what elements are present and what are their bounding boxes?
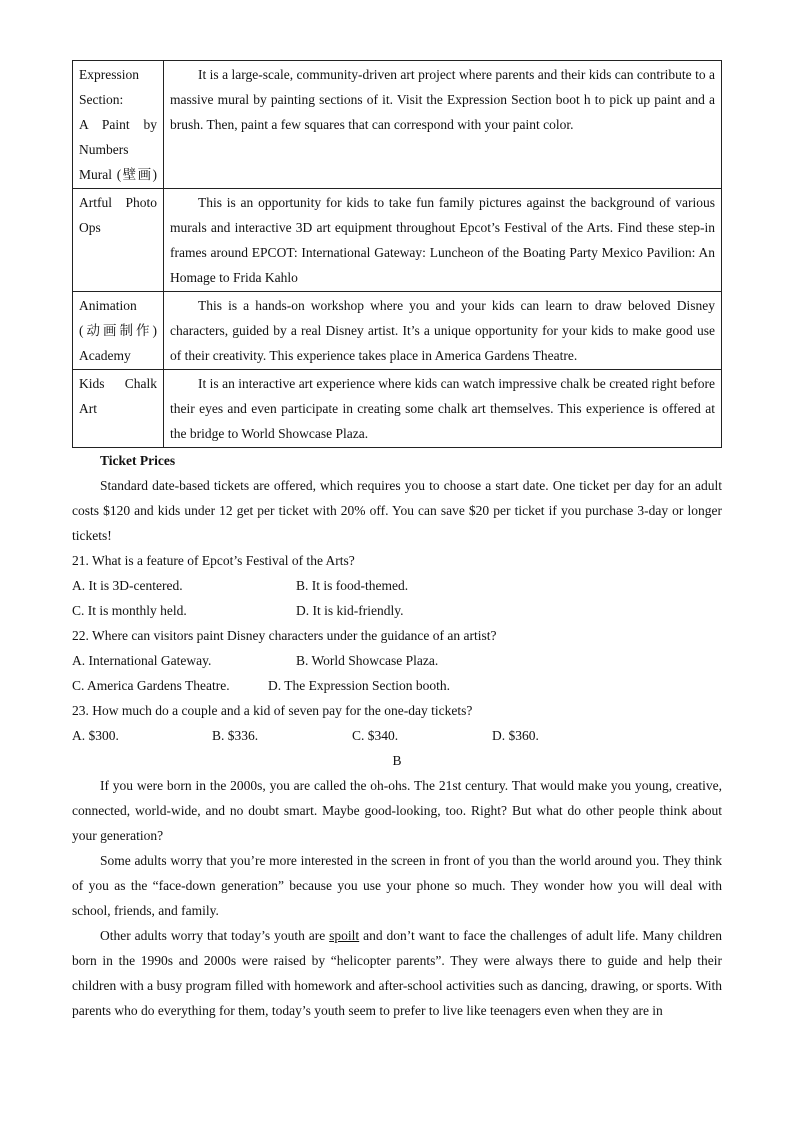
table-row [73,370,722,448]
question-21: 21. What is a feature of Epcot’s Festival of the Arts? [72,553,355,568]
section-b-label: B [392,753,402,768]
option-a: A. It is 3D-centered. [72,578,183,593]
activity-name-line: Artful Photo [79,195,157,210]
passage-text: and don’t want to face the challenges of adult life. Many children born in the 1990s and 2000s were raised by “helicopter parents”. They were always there to guide and help their children with a busy program filled with homework and after-school activities such as dancing, drawing, or sports. With parents who do everything for them, today’s youth seem to prefer to live like teenagers even when they are in [72,928,722,1018]
option-c: C. America Gardens Theatre. [72,678,230,693]
activity-name-cell [73,370,164,448]
options-row [72,723,722,748]
activity-name-line: Academy [79,348,131,363]
activity-name-line: Expression [79,67,139,82]
ticket-prices-text: Standard date-based tickets are offered, which requires you to choose a start date. One ticket per day for an adult costs $120 and kids under 12 get per ticket with 20% off. You can save $20 per ticket if you purchase 3-day or longer tickets! [72,478,722,543]
option-a: A. International Gateway. [72,653,212,668]
passage-paragraph: If you were born in the 2000s, you are called the oh-ohs. The 21st century. That would make you young, creative, connected, world-wide, and no doubt smart. Maybe good-looking, too. Right? But what do other people think about your generation? [72,778,722,843]
activity-name-line: Mural (壁画) [79,167,157,182]
activity-name-cell [73,189,164,292]
underlined-word: spoilt [329,928,360,943]
activity-description: This is an opportunity for kids to take fun family pictures against the background of various murals and interactive 3D art equipment throughout Epcot’s Festival of the Arts. Find these step-in frames around EPCOT: International Gateway: Luncheon of the Boating Party Mexico Pavilion: An Homage to Frida Kahlo [164,189,722,292]
document-page [72,60,722,1023]
activity-name-cell [73,61,164,189]
activity-name-line: Art [79,401,97,416]
activities-table [72,60,722,448]
activity-description: It is an interactive art experience where kids can watch impressive chalk be created right before their eyes and even participate in creating some chalk art themselves. This experience is offered at the bridge to World Showcase Plaza. [164,370,722,448]
option-b: B. World Showcase Plaza. [296,653,439,668]
options-row [72,573,722,598]
table-row [73,61,722,189]
passage-text: Other adults worry that today’s youth are [100,928,330,943]
option-a: A. $300. [72,728,119,743]
option-d: D. $360. [492,728,539,743]
options-row [72,598,722,623]
passage-paragraph: Some adults worry that you’re more interested in the screen in front of you than the world around you. They think of you as the “face-down generation” because you use your phone so much. They wonder how you will deal with school, friends, and family. [72,853,722,918]
activity-name-cell [73,292,164,370]
option-b: B. $336. [212,728,259,743]
options-row [72,648,722,673]
activity-name-line: Animation [79,298,137,313]
table-row [73,292,722,370]
option-b: B. It is food-themed. [296,578,409,593]
activity-name-line: Ops [79,220,101,235]
options-row [72,673,722,698]
activity-name-line: Kids Chalk [79,376,157,391]
passage-paragraph [72,923,722,1023]
option-d: D. It is kid-friendly. [296,603,404,618]
question-23: 23. How much do a couple and a kid of seven pay for the one-day tickets? [72,703,473,718]
activity-description: It is a large-scale, community-driven art project where parents and their kids can contribute to a massive mural by painting sections of it. Visit the Expression Section boot h to pick up paint and a brush. Then, paint a few squares that can correspond with your paint color. [164,61,722,189]
activity-description: This is a hands-on workshop where you and your kids can learn to draw beloved Disney characters, guided by a real Disney artist. It’s a unique opportunity for your kids to make good use of their creativity. This experience takes place in America Gardens Theatre. [164,292,722,370]
activity-name-line: A Paint by [79,117,157,132]
activity-name-line: Numbers [79,142,129,157]
option-d: D. The Expression Section booth. [268,678,450,693]
option-c: C. It is monthly held. [72,603,187,618]
option-c: C. $340. [352,728,399,743]
question-22: 22. Where can visitors paint Disney characters under the guidance of an artist? [72,628,497,643]
ticket-prices-heading: Ticket Prices [100,453,176,468]
activity-name-line: Section: [79,92,124,107]
table-row [73,189,722,292]
activity-name-line: (动画制作) [79,323,157,338]
